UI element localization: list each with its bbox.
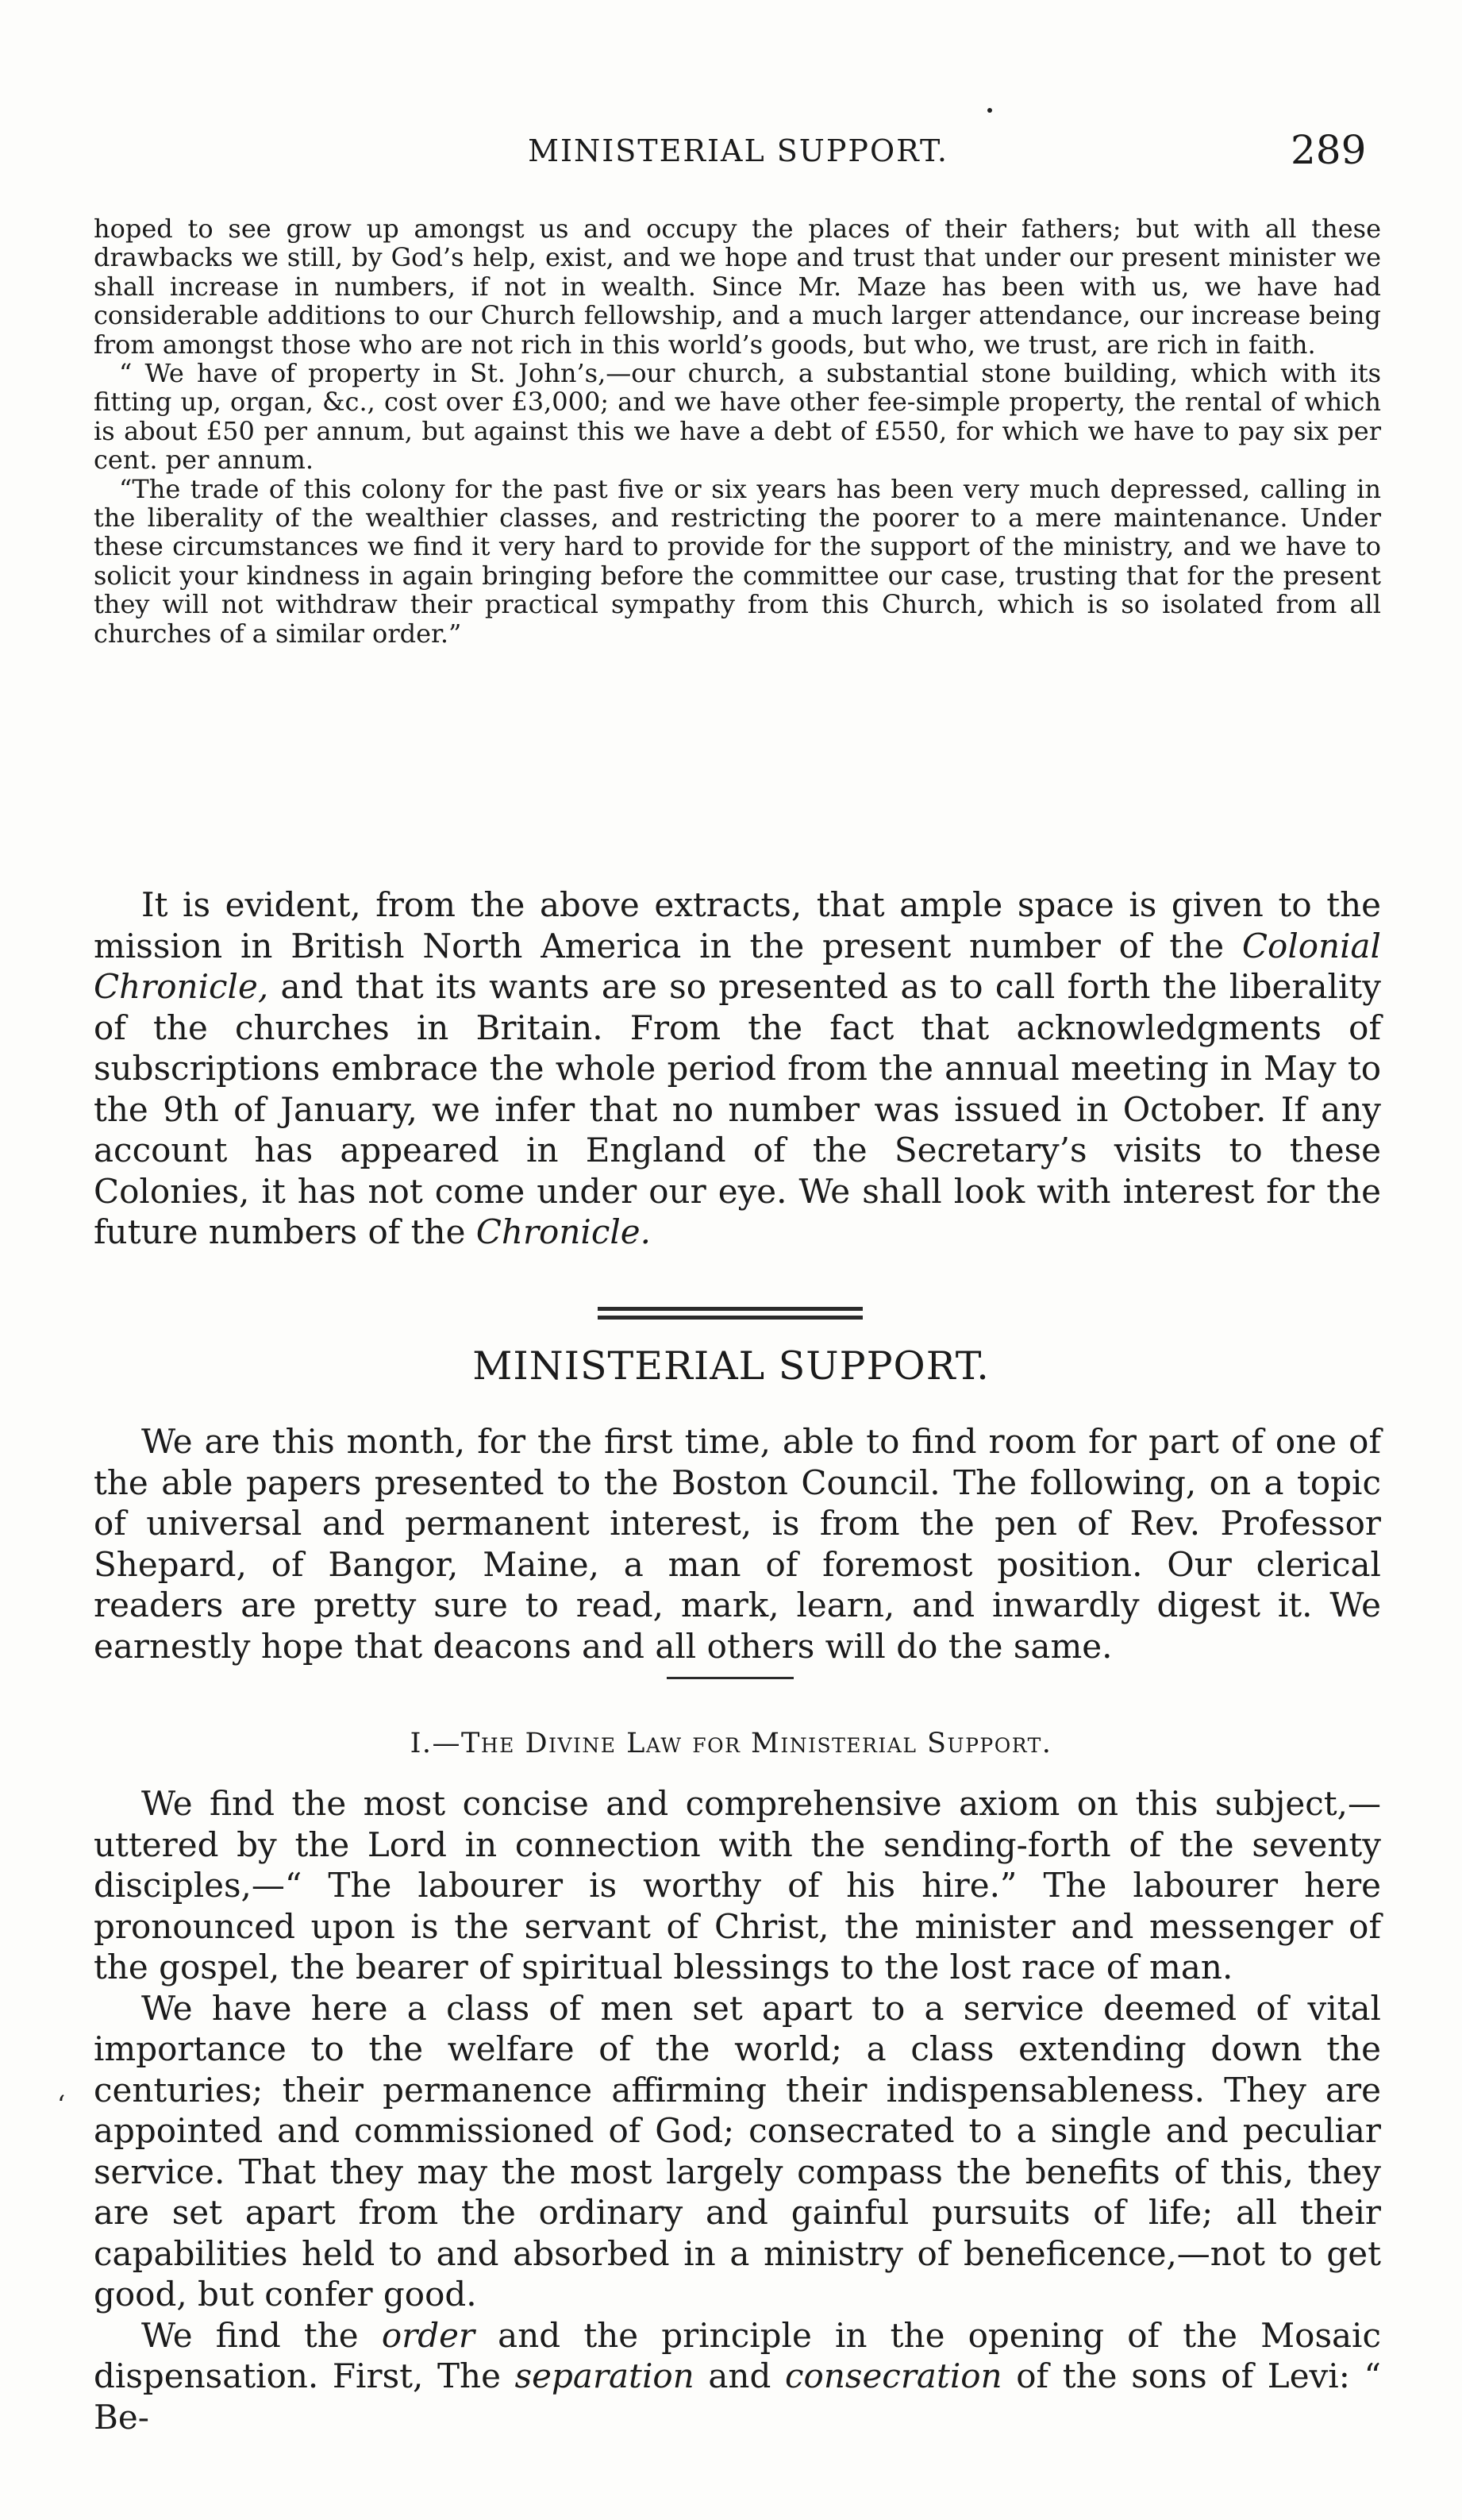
letter-paragraph: “ We have of property in St. John’s,—our church, a substantial stone building, which with its fitting up, organ, &c., cost over £3,000; and we have other fee-simple property, the rental of which is about £50 per annum, but against this we have a debt of £550, for which we have to pay six per cent. per annum. (94, 358, 1381, 476)
running-head (0, 127, 1462, 189)
italic-title: Chronicle. (475, 1212, 651, 1251)
ink-dot (987, 108, 992, 113)
closing-paragraph: It is evident, from the above extracts, that ample space is given to the mission in British North America in the present number of the Colonial Chronicle, and that its wants are so presented as to call forth the liberality of the churches in Britain. From the fact that acknowledgments of subscriptions embrace the whole period from the annual meeting in May to the 9th of January, we infer that no number was issued in October. If any account has appeared in England of the Secretary’s visits to these Colonies, it has not come under our eye. We shall look with interest for the future numbers of the Chronicle. (94, 885, 1381, 1251)
body-paragraph: We have here a class of men set apart to a service deemed of vital importance to the welfare of the world; a class extending down the centuries; their permanence affirming their indispensableness. They are appointed and commissioned of God; consecrated to a single and peculiar service. That they may the most largely compass the benefits of this, they are set apart from the ordinary and gainful pursuits of life; all their capabilities held to and absorbed in a ministry of beneficence,—not to get good, but confer good. (94, 1988, 1381, 2314)
double-rule-bottom (598, 1316, 863, 1320)
body-paragraph: We find the order and the principle in the opening of the Mosaic dispensation. First, The separation and consecration of the sons of Levi: “ Be- (94, 2315, 1381, 2437)
letter-paragraph: hoped to see grow up amongst us and occupy the places of their fathers; but with all these drawbacks we still, by God’s help, exist, and we hope and trust that under our present minister we shall increase in numbers, if not in wealth. Since Mr. Maze has been with us, we have had considerable additions to our Church fellowship, and a much larger attendance, our increase being from amongst those who are not rich in this world’s goods, but who, we trust, are rich in faith. (94, 214, 1381, 360)
margin-mark: ‘ (57, 2090, 66, 2120)
short-rule (667, 1677, 794, 1679)
sub-heading: I.—The Divine Law for Ministerial Support. (410, 1728, 1052, 1759)
running-title: MINISTERIAL SUPPORT. (528, 133, 948, 168)
section-heading: MINISTERIAL SUPPORT. (472, 1343, 990, 1389)
section-body (94, 1783, 1381, 2437)
quoted-letter (94, 214, 1381, 648)
intro-paragraph: We are this month, for the first time, able to find room for part of one of the able papers presented to the Boston Council. The following, on a topic of universal and permanent interest, is from the pen of Rev. Professor Shepard, of Bangor, Maine, a man of foremost position. Our clerical readers are pretty sure to read, mark, learn, and inwardly digest it. We earnestly hope that deacons and all others will do the same. (94, 1422, 1381, 1666)
letter-paragraph: “The trade of this colony for the past five or six years has been very much depressed, calling in the liberality of the wealthier classes, and restricting the poorer to a mere maintenance. Under these circumstances we find it very hard to provide for the support of the ministry, and we have to solicit your kindness in again bringing before the committee our case, trusting that for the present they will not withdraw their practical sympathy from this Church, which is so isolated from all churches of a similar order.” (94, 473, 1381, 649)
body-paragraph: We find the most concise and comprehensive axiom on this subject,—uttered by the Lord in connection with the sending-forth of the seventy disciples,—“ The labourer is worthy of his hire.” The labourer here pronounced upon is the servant of Christ, the minister and messenger of the gospel, the bearer of spiritual blessings to the lost race of man. (94, 1784, 1381, 1986)
italic-title: Colonial Chronicle, (94, 926, 1381, 1006)
closing-paragraph-block (94, 884, 1381, 1253)
page-number: 289 (1291, 127, 1367, 173)
double-rule-top (598, 1307, 863, 1311)
section-intro-block (94, 1421, 1381, 1667)
